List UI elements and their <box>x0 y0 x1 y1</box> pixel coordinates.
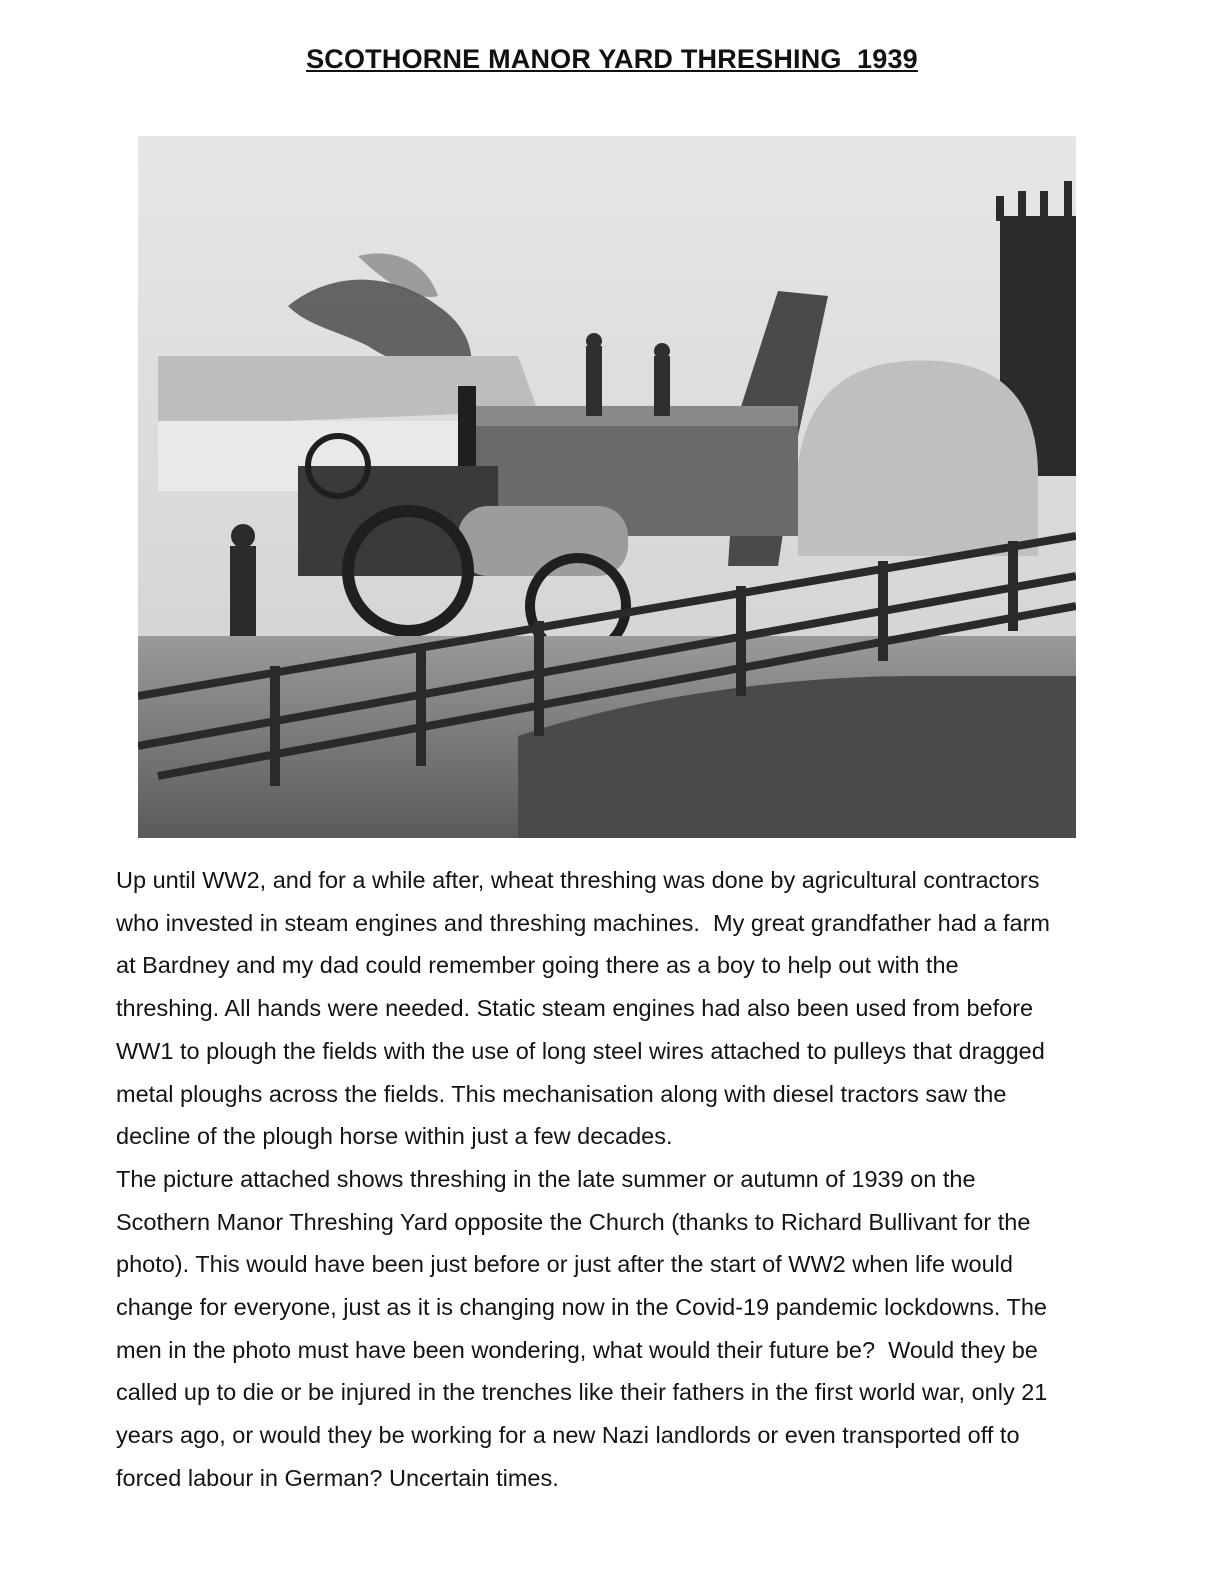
text-line: WW1 to plough the fields with the use of long steel wires attached to pulleys that dragged <box>116 1037 1045 1064</box>
paragraph-1 <box>116 859 1116 1158</box>
text-line: years ago, or would they be working for a new Nazi landlords or even transported off to <box>116 1422 1020 1449</box>
text-line: men in the photo must have been wondering, what would their future be? Would they be <box>116 1336 1038 1363</box>
text-line: threshing. All hands were needed. Static steam engines had also been used from before <box>116 995 1034 1022</box>
text-line: decline of the plough horse within just a few decades. <box>116 1123 673 1150</box>
text-line: Up until WW2, and for a while after, wheat threshing was done by agricultural contractors <box>116 867 1040 893</box>
paragraph-2 <box>116 1158 1116 1500</box>
text-line: who invested in steam engines and threshing machines. My great grandfather had a farm <box>116 909 1050 936</box>
text-line: Scothern Manor Threshing Yard opposite the Church (thanks to Richard Bullivant for the <box>116 1208 1031 1235</box>
text-line: change for everyone, just as it is changing now in the Covid-19 pandemic lockdowns. The <box>116 1294 1047 1321</box>
body-text <box>116 859 1116 1500</box>
page-title: SCOTHORNE MANOR YARD THRESHING 1939 <box>306 44 918 74</box>
text-line: forced labour in German? Uncertain times. <box>116 1464 559 1491</box>
photo-icon <box>138 136 1076 838</box>
text-line: metal ploughs across the fields. This mechanisation along with diesel tractors saw the <box>116 1080 1007 1107</box>
text-line: photo). This would have been just before or just after the start of WW2 when life would <box>116 1251 1013 1278</box>
text-line: at Bardney and my dad could remember going there as a boy to help out with the <box>116 952 959 979</box>
threshing-photo <box>138 136 1076 838</box>
text-line: The picture attached shows threshing in the late summer or autumn of 1939 on the <box>116 1165 976 1192</box>
text-line: called up to die or be injured in the trenches like their fathers in the first world war, only 21 <box>116 1379 1048 1406</box>
